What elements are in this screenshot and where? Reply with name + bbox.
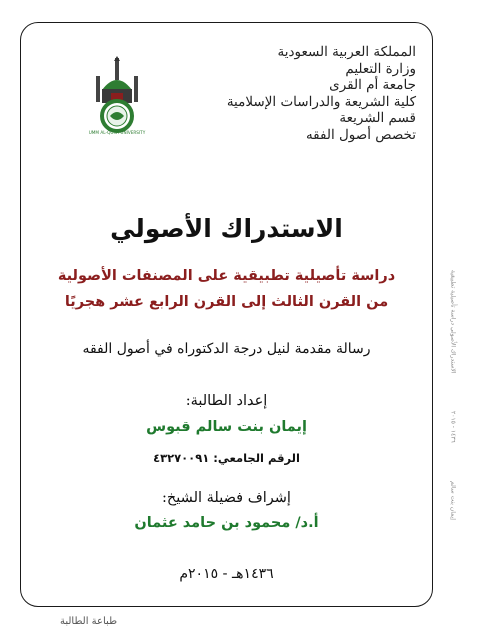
header-line-kingdom: المملكة العربية السعودية <box>277 44 416 60</box>
header-line-specialization: تخصص أصول الفقه <box>305 126 416 143</box>
header-line-college: كلية الشريعة والدراسات الإسلامية <box>226 93 416 110</box>
student-id: الرقم الجامعي: ٤٣٢٧٠٠٩١ <box>153 451 300 465</box>
header-line-university: جامعة أم القرى <box>329 77 416 93</box>
spine-date-text: ١٤٣٦ - ٢٠١٥ <box>449 411 457 444</box>
header-line-ministry: وزارة التعليم <box>345 60 416 77</box>
university-logo-icon <box>88 56 146 136</box>
spine-author-text: إيمان بنت سالم <box>449 481 457 520</box>
student-label: إعداد الطالبة: <box>185 393 268 409</box>
institution-header <box>216 44 416 143</box>
student-name: إيمان بنت سالم قبوس <box>146 419 307 435</box>
supervisor-name: أ.د/ محمود بن حامد عثمان <box>134 515 319 531</box>
thesis-title: الاستدراك الأصولي <box>110 214 343 243</box>
spine-strip <box>445 270 461 520</box>
submission-date: ١٤٣٦هـ - ٢٠١٥م <box>179 566 274 582</box>
thesis-subtitle-line1: دراسة تأصيلية تطبيقية على المصنفات الأصولية <box>57 268 396 284</box>
supervisor-label: إشراف فضيلة الشيخ: <box>162 490 291 506</box>
spine-title-text: الاستدراك الأصولي دراسة تأصيلية تطبيقية <box>449 270 457 374</box>
thesis-subtitle-line2: من القرن الثالث إلى القرن الرابع عشر هجريًا <box>64 294 389 310</box>
degree-purpose: رسالة مقدمة لنيل درجة الدكتوراه في أصول الفقه <box>82 341 371 357</box>
footer-mark: طباعة الطالبة <box>60 616 118 627</box>
header-line-department: قسم الشريعة <box>339 110 416 126</box>
logo-ring-text: UMM AL-QURA UNIVERSITY <box>88 130 146 135</box>
